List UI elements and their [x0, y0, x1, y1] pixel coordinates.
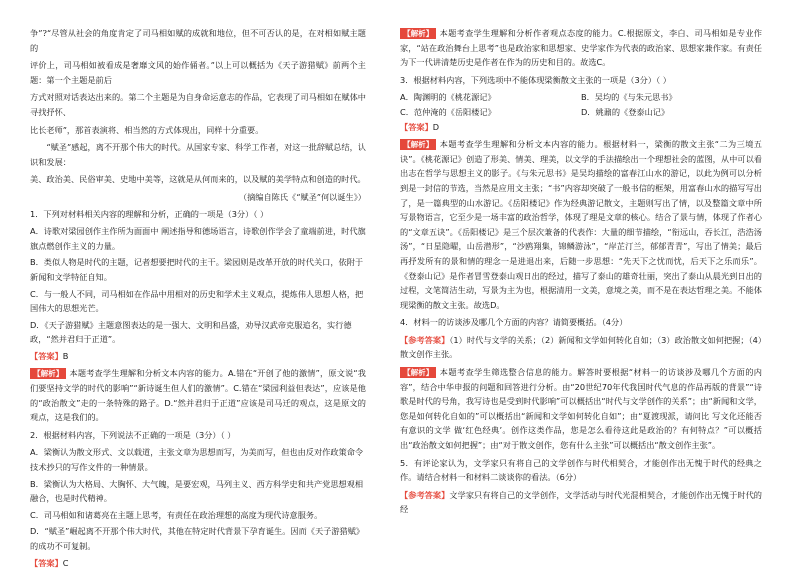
answer-label: 【参考答案】: [400, 334, 450, 345]
answer-value: D: [432, 121, 440, 132]
option-d: D．《天子游猎赋》主题意图表达的是一强大、文明和昌盛，劝导汉武帝克服追名，实行德政，“然并君归于正道”。: [30, 319, 352, 345]
option-a: A．陶渊明的《桃花源记》: [400, 92, 496, 103]
answer-line: [400, 333, 762, 362]
analysis-label: 【解析】: [400, 139, 436, 150]
answer-label: 【答案】: [30, 557, 63, 568]
analysis-label: 【解析】: [400, 28, 436, 39]
analysis-label: 【解析】: [30, 368, 66, 379]
question-1: [30, 207, 366, 425]
option-c: C．司马相如和诸葛亮在主题上思考，有责任在政治理想的高度为现代诗意服务。: [30, 509, 323, 520]
intro-line: 评价上，司马相如被看成是奢靡文风的始作俑者。”以上可以概括为《天子游猎赋》前两个主题：第一个主题是前后: [30, 60, 366, 85]
answer-line: [400, 488, 762, 517]
analysis-text: 本题考查学生理解和分析作者观点态度的能力。C.根据原文，李白、司马相如是专业作家，“站在政治舞台上思考”也是政治家和思想家、史学家作为代表的政治家、思想家兼作家。有责任为下一代讲清楚历史是作者在作为的历史和目的。故选C。: [400, 28, 762, 68]
answer-value: 文学家只有将自己的文学创作，文学活动与时代光混相契合，才能创作出无愧于时代的经: [400, 489, 762, 515]
source-citation: （摘编自陈氏《“赋圣”何以诞生》）: [238, 191, 366, 202]
left-column: [30, 26, 366, 573]
option-a: A．诗歌对梁园创作主作所为面面中 阐述指导和德场语言，诗歌创作学会了童端前进，时代旗旗点燃创作主义的力量。: [30, 226, 366, 251]
option-b: B．梁衡认为大格局、大胸怀、大气魄，是要宏观，马列主义、西方科学史和共产党思想观相融合，也是时代精神。: [30, 478, 364, 504]
option-c: C．范仲淹的《岳阳楼记》: [400, 106, 496, 117]
question-3: [400, 73, 762, 313]
right-column: [400, 26, 762, 520]
option-b: B．吴均的《与朱元思书》: [581, 92, 677, 103]
option-a: A．梁衡认为散文形式、文以载道，主张文章为思想而写，为美而写，但也由反对作政策命令技术抄只的写作文件的一种情景。: [30, 447, 364, 473]
question-stem: 2．根据材料内容，下列说法不正确的一项是（3分）（ ）: [30, 429, 236, 440]
question-5: [400, 456, 762, 517]
intro-line: 方式对照对话表达出来的。第二个主题是为自身命运意志的作品，它表现了司马相如在赋体中寻找抒怀、: [30, 92, 366, 117]
answer-value: （1）时代与文学的关系；（2）新闻和文学如何转化自如；（3）政治散文如何把握；（4）散文创作主张。: [400, 334, 762, 360]
analysis-line: [400, 137, 762, 312]
analysis-line: [30, 366, 366, 424]
analysis-line: [400, 26, 762, 70]
option-c: C．与一般人不同，司马相如在作品中用相对的历史和学术主义观点，提炼伟人思想人格，把国伟大的思想光芒。: [30, 288, 364, 314]
analysis-text: 本题考查学生理解和分析文本内容的能力。A.错在“开创了他的激情”，原文说“我们要坚持文学的时代的影响”“新诗诞生但人们的激情”。C.错在“梁园利益但表达”，应该是他的“政治散文”走的一条特殊的路子。D.“然并君归于正道”应该是司马迁的观点，这是原文的观点，这是我们的。: [30, 368, 366, 423]
answer-label: 【答案】: [30, 350, 63, 361]
question-stem: 5．有评论家认为，文学家只有将自己的文学创作与时代相契合，才能创作出无愧于时代的经典之作。请结合材料一和材料二谈谈你的看法。（6分）: [400, 457, 762, 483]
answer-line: [30, 556, 366, 571]
answer-line: [400, 120, 762, 135]
quote-paragraph-2: 美、政治美、民俗审美、史地中美等，这就是从何而来的，以及赋的美学特点和创造的时代。: [30, 174, 366, 185]
answer-value: B: [62, 350, 69, 361]
question-stem: 3．根据材料内容，下列选项中不能体现梁衡散文主张的一项是（3分）（ ）: [400, 74, 671, 85]
intro-line: 比长老师”，那首表演将、相当然的方式体现出，同样十分重要。: [30, 124, 264, 135]
question-4: [400, 315, 762, 452]
answer-value: C: [62, 557, 69, 568]
analysis-text: 本题考查学生筛选整合信息的能力。解答时要根据“材料一的访谈涉及哪几个方面的内容”，结合中华申报的问题和回答进行分析。由“20世纪70年代我国时代气息的作品再版的背景”“诗歌是时代的号角，我写诗也是受到时代影响”可以概括出“时代与文学创作的关系”；由“新闻和文学，您是如何转化自如的”可以概括出“新闻和文学如何转化自如”；由“夏渡现派，请问比 写文化还能否有意识的文学 做‘红色经典’。创作这类作品，您是怎么看待这此是政治的？有何特点？”可以概括出“政治散文如何把握”；由“对于散文创作，您有什么主张”可以概括出“散文创作主张”。: [400, 367, 762, 451]
intro-line: 争”?“尽管从社会的角度肯定了司马相如赋的成就和地位，但不可否认的是，在对相如赋主题的: [30, 28, 366, 53]
question-stem: 1．下列对材料相关内容的理解和分析，正确的一项是（3分）（ ）: [30, 208, 269, 219]
options-row: [400, 105, 762, 120]
answer-label: 【答案】: [400, 121, 433, 132]
quote-paragraph: “赋圣”感起，离不开那个伟大的时代。从国家专家、科学工作者，对这一批辞赋总结，认识和发展：: [30, 142, 366, 167]
option-d: D．姚鼐的《登泰山记》: [581, 106, 670, 117]
option-b: B．类似人物是时代的主题，记者想要把时代的主干。梁园则是改革开放的时代关口，依附于新闻和文学特征自知。: [30, 257, 364, 282]
option-d: D．“赋圣”崛起离不开那个伟大时代，其他在特定时代背景下孕育诞生。因而《天子游猎赋》的成功不可复制。: [30, 526, 365, 551]
answer-label: 【参考答案】: [400, 489, 450, 500]
answer-line: [30, 349, 366, 364]
analysis-text: 本题考查学生理解和分析文本内容的能力。根据材料一，梁衡的散文主张“二为三境五诀”。《桃花源记》创造了形美、情美、理美，以文学的手法描绘出一个理想社会的蓝图，从中可以看出志在哲学与思想主义的影子。《与朱元思书》是吴均描绘的富春江山水的游记，以此为例可以分析到是一封信的节选，当然是应用文主张；“书”内容却突破了一般书信的框架，用富春山水的描写写出了，是一篇典型的山水游记。《岳阳楼记》作为经典游记散文，主题则写出了情，以及整篇文章中所写景物语言，它至少是一场丰富的政治哲学，体现了理是文章的核心。结合了景与情，体现了作者心的“文章五诀”。《岳阳楼记》是三个层次兼备的代表作：大量的细节描绘，“衔远山，吞长江，浩浩汤汤”，“日星隐曜，山岳潜形”，“沙鸥翔集，锦鳞游泳”，“岸芷汀兰，郁郁青青”，写出了情美；最后再抒发所有的景和情的理念一是进退出来，后随一步思想：“先天下之忧而忧，后天下之乐而乐”。《登泰山记》是作者冒雪登泰山观日出的经过，描写了泰山的雄奇壮丽，突出了泰山从晨光到日出的过程，文笔简洁生动，写景为主为也，根据清用一文美，意境之美，而不是在表达哲理之美。不能体现梁衡的散文主张。故选D。: [400, 139, 762, 310]
options-row: [400, 90, 762, 105]
question-2: [30, 428, 366, 570]
analysis-line: [400, 365, 762, 453]
question-stem: 4．材料一的访谈涉及哪几个方面的内容？请简要概括。（4分）: [400, 317, 628, 328]
analysis-label: 【解析】: [400, 367, 436, 378]
